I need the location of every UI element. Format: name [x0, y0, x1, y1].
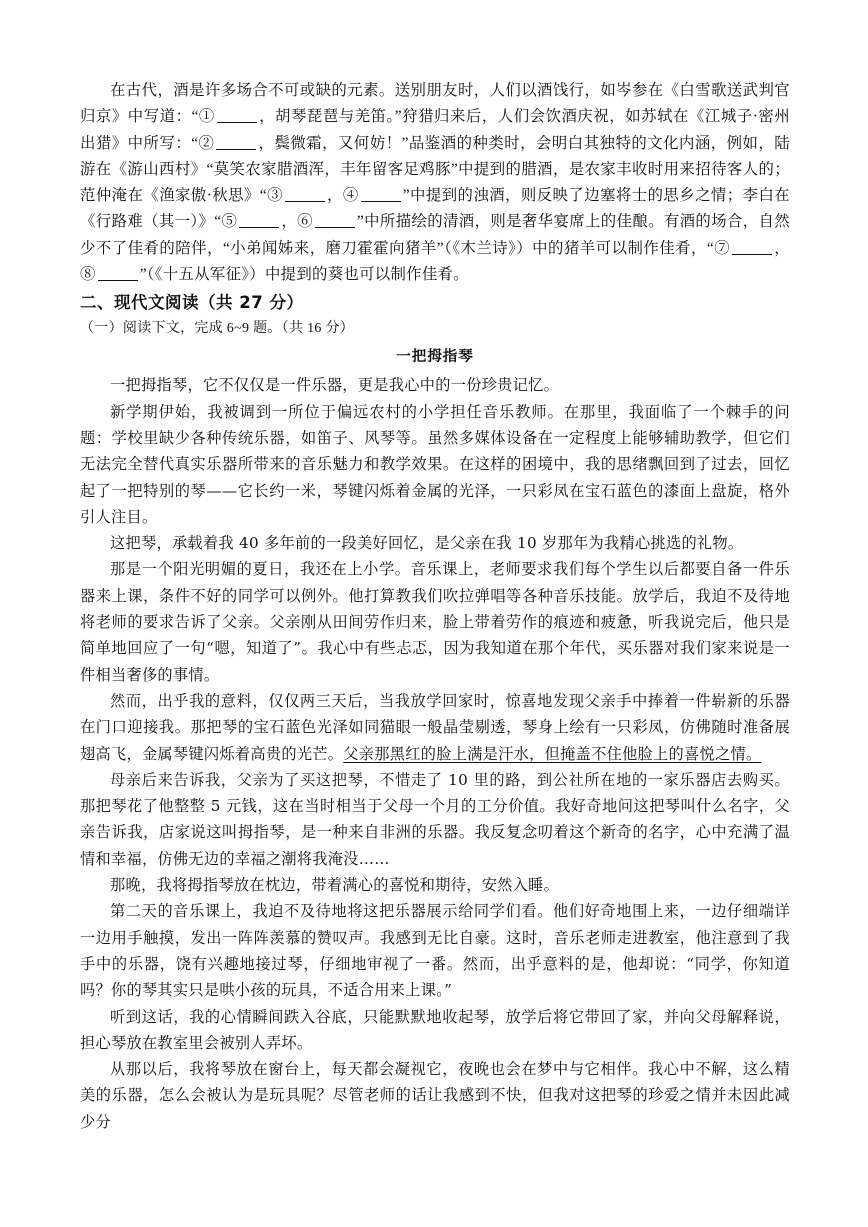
- poetry-fill-in-paragraph: [80, 78, 790, 288]
- text-segment: ，⑥: [281, 213, 313, 231]
- article-paragraph: 那是一个阳光明媚的夏日，我还在上小学。音乐课上，老师要求我们每个学生以后都要自备一件乐器来上课，条件不好的同学可以例外。他打算教我们吹拉弹唱等各种音乐技能。放学后，我迫不及待地将老师的要求告诉了父亲。父亲刚从田间劳作归来，脸上带着劳作的痕迹和疲惫，听我说完后，他只是简单地回应了一句“嗯，知道了”。我心中有些忐忑，因为我知道在那个年代，买乐器对我们家来说是一件相当奢侈的事情。: [80, 560, 790, 684]
- article-paragraph: 从那以后，我将琴放在窗台上，每天都会凝视它，夜晚也会在梦中与它相伴。我心中不解，这么精美的乐器，怎么会被认为是玩具呢？尽管老师的话让我感到不快，但我对这把琴的珍爱之情并未因此减少分: [80, 1060, 790, 1131]
- section-subtitle: （一）阅读下文，完成 6~9 题。（共 16 分）: [80, 321, 355, 337]
- answer-blank-6[interactable]: [315, 212, 355, 228]
- text-segment: ，⑧: [80, 239, 790, 284]
- section-title: 二、现代文阅读（共 27 分）: [80, 293, 304, 313]
- article-paragraph: 那晚，我将拇指琴放在枕边，带着满心的喜悦和期待，安然入睡。: [110, 876, 560, 895]
- underlined-sentence: 父亲那黑红的脸上满是汗水，但掩盖不住他脸上的喜悦之情。: [343, 744, 762, 763]
- answer-blank-4[interactable]: [361, 186, 401, 202]
- article-paragraph: [80, 688, 790, 767]
- article-title: 一把拇指琴: [396, 349, 474, 366]
- text-segment: ”中提到的浊酒，则反映了边塞将士的思乡之情；李白在《行路难（其一）》“⑤: [80, 187, 790, 231]
- text-segment: 在古代，酒是许多场合不可或缺的元素。送别朋友时，人们以酒饯行，如岑参在《白雪歌送武判官归京》中写道：“①: [80, 82, 790, 126]
- text-segment: ，胡琴琵琶与羌笛。”狩猎归来后，人们会饮酒庆祝，如苏轼在《江城子·密州出猎》中所写：“②: [80, 108, 790, 152]
- article-paragraph: 新学期伊始，我被调到一所位于偏远农村的小学担任音乐教师。在那里，我面临了一个棘手的问题：学校里缺少各种传统乐器，如笛子、风琴等。虽然多媒体设备在一定程度上能够辅助教学，但它们无法完全替代真实乐器所带来的音乐魅力和教学效果。在这样的困境中，我的思绪飘回到了过去，回忆起了一把特别的琴——它长约一米，琴键闪烁着金属的光泽，一只彩凤在宝石蓝色的漆面上盘旋，格外引人注目。: [80, 402, 790, 526]
- text-segment: 然而，出乎我的意料，仅仅两三天后，当我放学回家时，惊喜地发现父亲手中捧着一件崭新的乐器在门口迎接我。那把琴的宝石蓝色光泽如同猫眼一般晶莹剔透，琴身上绘有一只彩凤，仿佛随时准备展翅高飞，金属琴键闪烁着高贵的光芒。: [80, 691, 790, 763]
- article-paragraph: 听到这话，我的心情瞬间跌入谷底，只能默默地收起琴，放学后将它带回了家，并向父母解释说，担心琴放在教室里会被别人弄坏。: [80, 1007, 790, 1052]
- article-paragraph: 一把拇指琴，它不仅仅是一件乐器，更是我心中的一份珍贵记忆。: [110, 376, 560, 395]
- text-segment: ”中所描绘的清酒，则是奢华宴席上的佳酿。有酒的场合，自然少不了佳肴的陪伴，“小弟闻姊来，磨刀霍霍向猪羊”（《木兰诗》）中的猪羊可以制作佳肴，“⑦: [80, 213, 790, 257]
- answer-blank-1[interactable]: [217, 107, 257, 123]
- text-segment: ，④: [326, 187, 359, 205]
- answer-blank-2[interactable]: [216, 133, 256, 149]
- answer-blank-5[interactable]: [239, 212, 279, 228]
- article-paragraph: 第二天的音乐课上，我迫不及待地将这把乐器展示给同学们看。他们好奇地围上来，一边仔细端详一边用手触摸，发出一阵阵羡慕的赞叹声。我感到无比自豪。这时，音乐老师走进教室，他注意到了我手中的乐器，饶有兴趣地接过琴，仔细地审视了一番。然而，出乎意料的是，他却说：“同学，你知道吗？你的琴其实只是哄小孩的玩具，不适合用来上课。”: [80, 902, 790, 1000]
- answer-blank-3[interactable]: [285, 186, 325, 202]
- text-segment: ，鬓微霜，又何妨！”品鉴酒的种类时，会明白其独特的文化内涵，例如，陆游在《游山西村》“莫笑农家腊酒浑，丰年留客足鸡豚”中提到的腊酒，是农家丰收时用来招待客人的；范仲淹在《渔家傲·秋思》“③: [80, 134, 791, 205]
- answer-blank-8[interactable]: [98, 265, 138, 281]
- article-paragraph: 母亲后来告诉我，父亲为了买这把琴，不惜走了 10 里的路，到公社所在地的一家乐器店去购买。那把琴花了他整整 5 元钱，这在当时相当于父母一个月的工分价值。我好奇地问这把琴叫什么名字，父亲告诉我，店家说这叫拇指琴，是一种来自非洲的乐器。我反复念叨着这个新奇的名字，心中充满了温情和幸福，仿佛无边的幸福之潮将我淹没……: [80, 770, 790, 868]
- text-segment: ”（《十五从军征》）中提到的葵也可以制作佳肴。: [139, 266, 469, 284]
- article-paragraph: 这把琴，承载着我 40 多年前的一段美好回忆，是父亲在我 10 岁那年为我精心挑选的礼物。: [110, 534, 744, 553]
- answer-blank-7[interactable]: [732, 238, 772, 254]
